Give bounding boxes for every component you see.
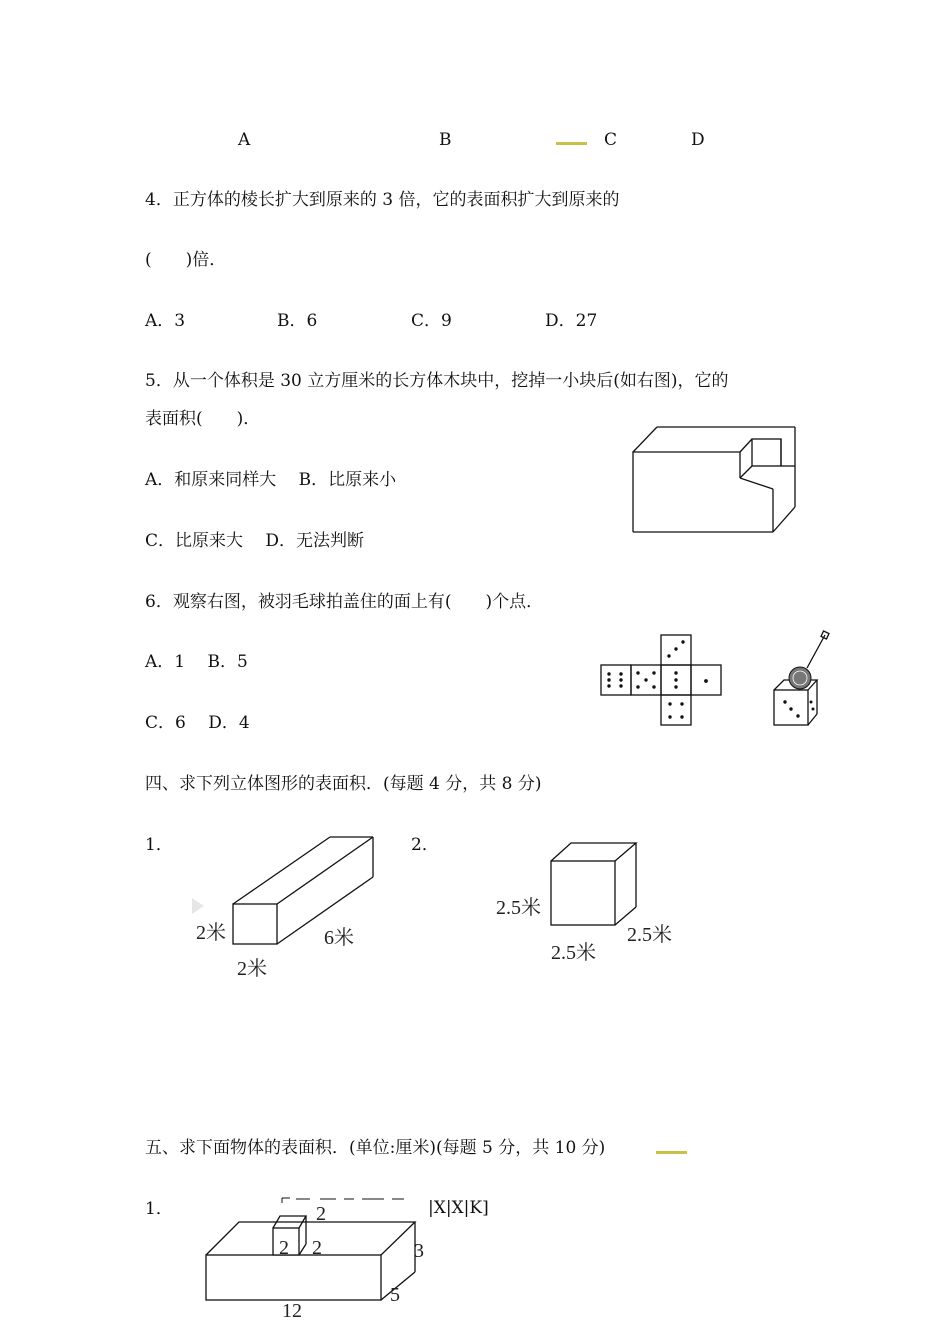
section4-problem1-number: 1．: [145, 835, 173, 855]
section5-width-label: 5: [390, 1284, 400, 1306]
section4-problem2-number: 2．: [411, 835, 439, 855]
q5-options-row1: A．和原来同样大 B．比原来小: [145, 470, 397, 490]
highlight-mark: [556, 142, 587, 145]
q5-text-line2: 表面积( )．: [145, 409, 261, 429]
section5-problem1-number: 1．: [145, 1199, 173, 1219]
section5-cube-side-label: 2: [312, 1237, 322, 1259]
section5-height-label: 3: [414, 1240, 424, 1262]
q4-option-b: B．6: [277, 311, 318, 331]
q4-option-d: D．27: [545, 311, 598, 331]
dice-with-racket-figure: [770, 630, 834, 730]
q6-options-row1: A．1 B．5: [145, 652, 248, 672]
q4-option-c: C．9: [411, 311, 452, 331]
section5-cube-front-label: 2: [279, 1237, 289, 1259]
section5-heading: 五、求下面物体的表面积．(单位:厘米)(每题 5 分，共 10 分): [145, 1138, 606, 1158]
section5-length-label: 12: [282, 1300, 302, 1322]
watermark-fragment: [280, 1196, 420, 1204]
q4-text-line1: 4．正方体的棱长扩大到原来的 3 倍，它的表面积扩大到原来的: [145, 190, 620, 210]
option-b-label: B: [439, 130, 452, 150]
section4-p1-length-label: 6米: [324, 927, 354, 949]
section4-p2-height-label: 2.5米: [496, 897, 541, 919]
q6-options-row2: C．6 D．4: [145, 713, 250, 733]
dice-net-figure: [600, 634, 725, 730]
option-a-label: A: [238, 130, 251, 150]
q5-options-row2: C．比原来大 D．无法判断: [145, 531, 365, 551]
section5-cube-depth-label: 2: [316, 1203, 326, 1225]
cube-figure: [548, 841, 640, 929]
cuboid-with-notch-figure: [630, 422, 800, 534]
q4-option-a: A．3: [145, 311, 186, 331]
option-d-label: D: [691, 130, 705, 150]
composite-solid-figure: [203, 1212, 418, 1302]
watermark-text: |X|X|K]: [428, 1198, 489, 1218]
section4-p2-depth-label: 2.5米: [627, 924, 672, 946]
q5-text-line1: 5．从一个体积是 30 立方厘米的长方体木块中，挖掉一小块后(如右图)，它的: [145, 371, 729, 391]
section4-heading: 四、求下列立体图形的表面积．(每题 4 分，共 8 分): [145, 774, 542, 794]
section4-p2-width-label: 2.5米: [551, 942, 596, 964]
section4-p1-width-label: 2米: [237, 958, 267, 980]
section4-p1-height-label: 2米: [196, 922, 226, 944]
highlight-mark: [656, 1151, 687, 1154]
option-c-label: C: [604, 130, 618, 150]
q6-text: 6．观察右图，被羽毛球拍盖住的面上有( )个点．: [145, 592, 544, 612]
q4-text-line2: ( )倍．: [145, 250, 227, 270]
